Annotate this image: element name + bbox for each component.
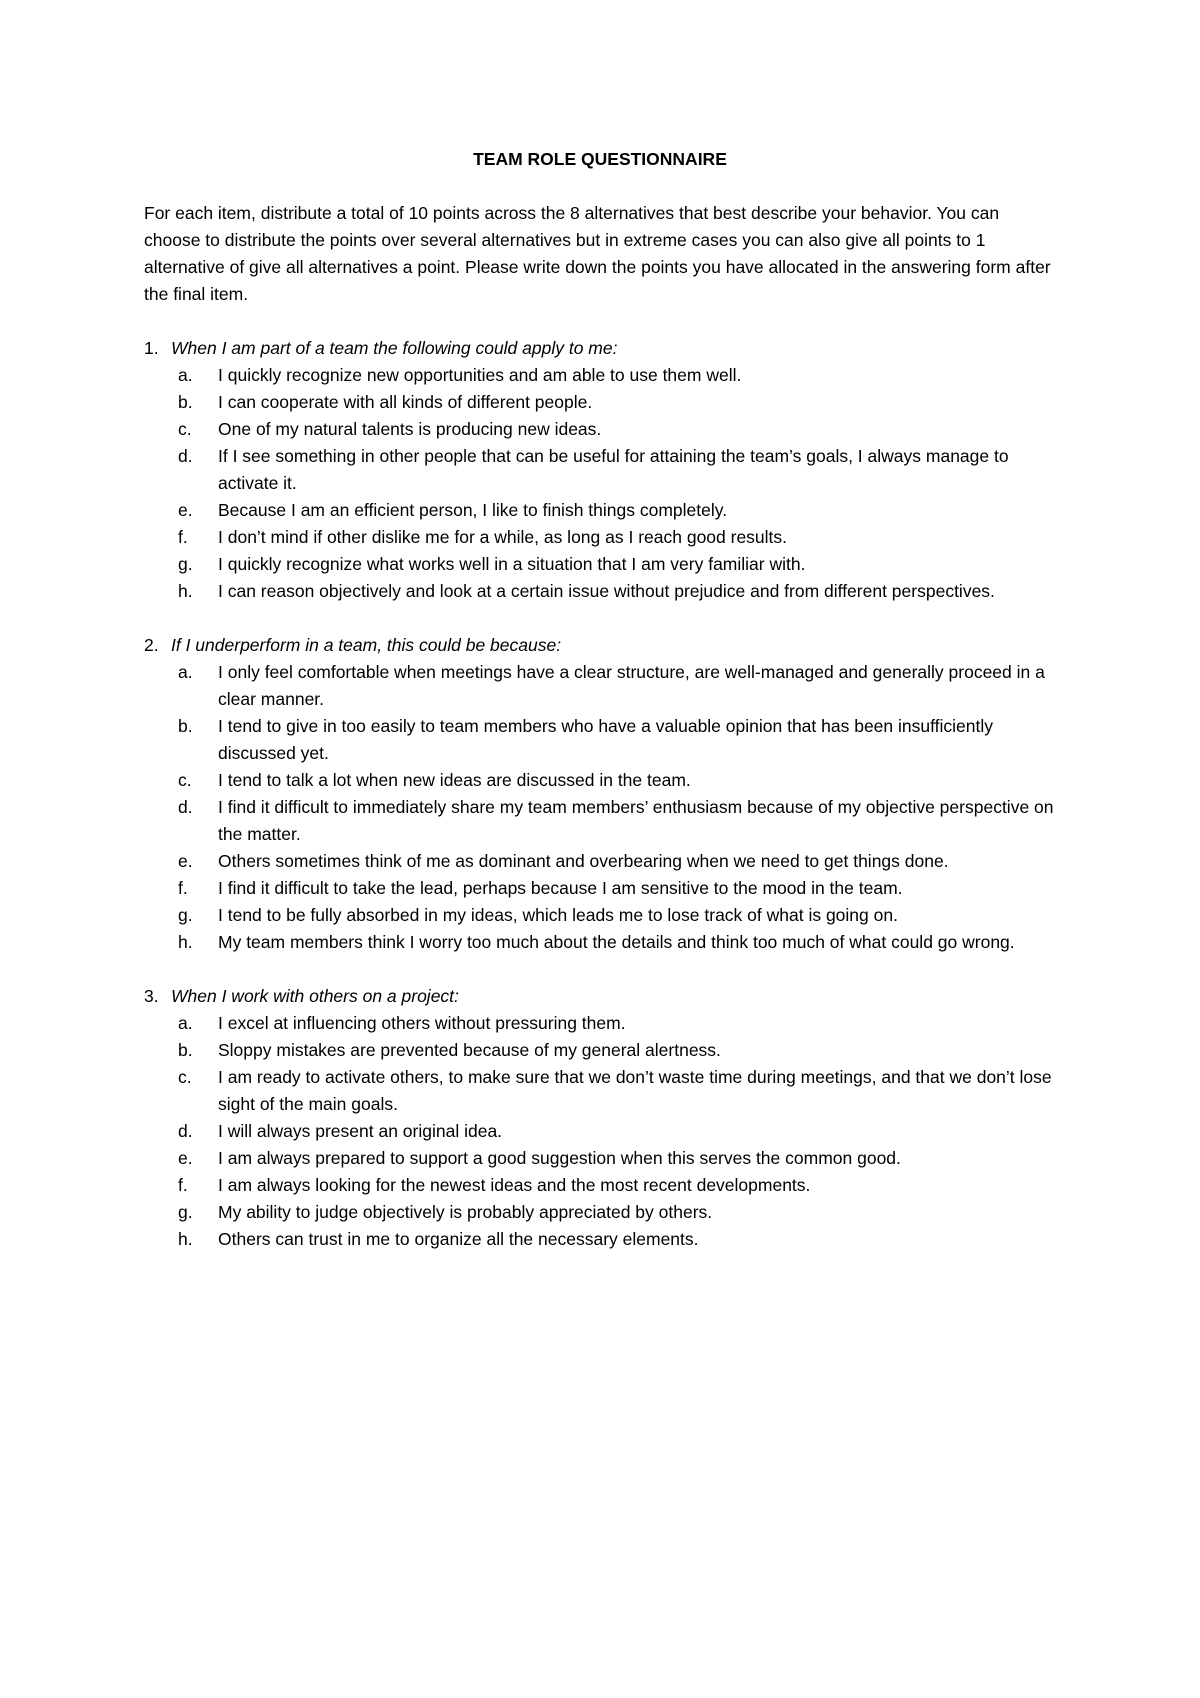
option-letter: a. [178, 662, 193, 682]
option-text: Because I am an efficient person, I like to finish things completely. [218, 500, 728, 520]
option-list [144, 1010, 1056, 1253]
option-letter: b. [178, 1040, 193, 1060]
option-list [144, 659, 1056, 956]
option-text: I can reason objectively and look at a certain issue without prejudice and from different perspectives. [218, 581, 995, 601]
option-text: I can cooperate with all kinds of different people. [218, 392, 593, 412]
option-letter: a. [178, 365, 193, 385]
option-text: I don’t mind if other dislike me for a while, as long as I reach good results. [218, 527, 788, 547]
option-letter: d. [178, 446, 193, 466]
option-text: Sloppy mistakes are prevented because of my general alertness. [218, 1040, 721, 1060]
option-item [144, 1037, 1056, 1064]
page-title: TEAM ROLE QUESTIONNAIRE [473, 149, 727, 169]
option-item [144, 902, 1056, 929]
option-text: Others sometimes think of me as dominant and overbearing when we need to get things done. [218, 851, 949, 871]
question-item [144, 335, 1056, 605]
question-prompt: When I work with others on a project: [171, 986, 459, 1006]
option-text: I quickly recognize new opportunities and am able to use them well. [218, 365, 742, 385]
option-text: I find it difficult to take the lead, perhaps because I am sensitive to the mood in the team. [218, 878, 903, 898]
option-letter: f. [178, 527, 188, 547]
option-letter: a. [178, 1013, 193, 1033]
question-item [144, 983, 1056, 1253]
option-text: I quickly recognize what works well in a situation that I am very familiar with. [218, 554, 806, 574]
option-letter: c. [178, 770, 192, 790]
question-number: 1. [144, 338, 159, 358]
option-text: If I see something in other people that can be useful for attaining the team’s goals, I always manage to activate it. [218, 446, 1009, 493]
option-letter: g. [178, 1202, 193, 1222]
option-item [144, 1145, 1056, 1172]
option-item [144, 416, 1056, 443]
option-list [144, 362, 1056, 605]
option-letter: d. [178, 1121, 193, 1141]
option-item [144, 497, 1056, 524]
option-item [144, 929, 1056, 956]
option-item [144, 767, 1056, 794]
option-text: I will always present an original idea. [218, 1121, 503, 1141]
option-letter: c. [178, 1067, 192, 1087]
option-letter: d. [178, 797, 193, 817]
question-list [144, 335, 1056, 1253]
option-text: I tend to talk a lot when new ideas are discussed in the team. [218, 770, 691, 790]
option-item [144, 1118, 1056, 1145]
option-text: One of my natural talents is producing new ideas. [218, 419, 602, 439]
option-text: I excel at influencing others without pressuring them. [218, 1013, 626, 1033]
option-item [144, 1199, 1056, 1226]
question-number: 3. [144, 986, 159, 1006]
document-body [144, 146, 1056, 1280]
option-text: I am always prepared to support a good suggestion when this serves the common good. [218, 1148, 901, 1168]
option-text: I find it difficult to immediately share my team members’ enthusiasm because of my objective perspective on the matter. [218, 797, 1054, 844]
question-number: 2. [144, 635, 159, 655]
option-item [144, 389, 1056, 416]
option-item [144, 362, 1056, 389]
question-heading [144, 632, 1056, 659]
option-letter: h. [178, 1229, 193, 1249]
option-item [144, 551, 1056, 578]
option-text: I tend to give in too easily to team members who have a valuable opinion that has been insufficiently discussed yet. [218, 716, 994, 763]
option-item [144, 1010, 1056, 1037]
option-item [144, 524, 1056, 551]
option-text: My team members think I worry too much about the details and think too much of what could go wrong. [218, 932, 1015, 952]
option-item [144, 848, 1056, 875]
option-letter: e. [178, 1148, 193, 1168]
option-text: I am always looking for the newest ideas and the most recent developments. [218, 1175, 811, 1195]
question-prompt: When I am part of a team the following could apply to me: [171, 338, 618, 358]
option-item [144, 713, 1056, 767]
option-text: I tend to be fully absorbed in my ideas, which leads me to lose track of what is going on. [218, 905, 898, 925]
option-item [144, 794, 1056, 848]
option-item [144, 659, 1056, 713]
option-letter: f. [178, 1175, 188, 1195]
option-item [144, 1172, 1056, 1199]
option-item [144, 1064, 1056, 1118]
question-item [144, 632, 1056, 956]
option-text: My ability to judge objectively is probably appreciated by others. [218, 1202, 713, 1222]
question-heading [144, 983, 1056, 1010]
option-item [144, 1226, 1056, 1253]
option-letter: b. [178, 392, 193, 412]
option-letter: g. [178, 554, 193, 574]
option-item [144, 578, 1056, 605]
option-letter: h. [178, 932, 193, 952]
option-letter: g. [178, 905, 193, 925]
option-text: Others can trust in me to organize all the necessary elements. [218, 1229, 699, 1249]
option-letter: b. [178, 716, 193, 736]
option-letter: h. [178, 581, 193, 601]
option-item [144, 875, 1056, 902]
option-letter: c. [178, 419, 192, 439]
option-item [144, 443, 1056, 497]
instructions-paragraph: For each item, distribute a total of 10 points across the 8 alternatives that best describe your behavior. You can choose to distribute the points over several alternatives but in extreme cases you can also give all points to 1 alternative of give all alternatives a point. Please write down the points you have allocated in the answering form after the final item. [144, 203, 1051, 304]
question-prompt: If I underperform in a team, this could be because: [171, 635, 562, 655]
option-letter: e. [178, 851, 193, 871]
option-letter: e. [178, 500, 193, 520]
option-letter: f. [178, 878, 188, 898]
option-text: I only feel comfortable when meetings have a clear structure, are well-managed and generally proceed in a clear manner. [218, 662, 1045, 709]
question-heading [144, 335, 1056, 362]
option-text: I am ready to activate others, to make sure that we don’t waste time during meetings, and that we don’t lose sight of the main goals. [218, 1067, 1052, 1114]
